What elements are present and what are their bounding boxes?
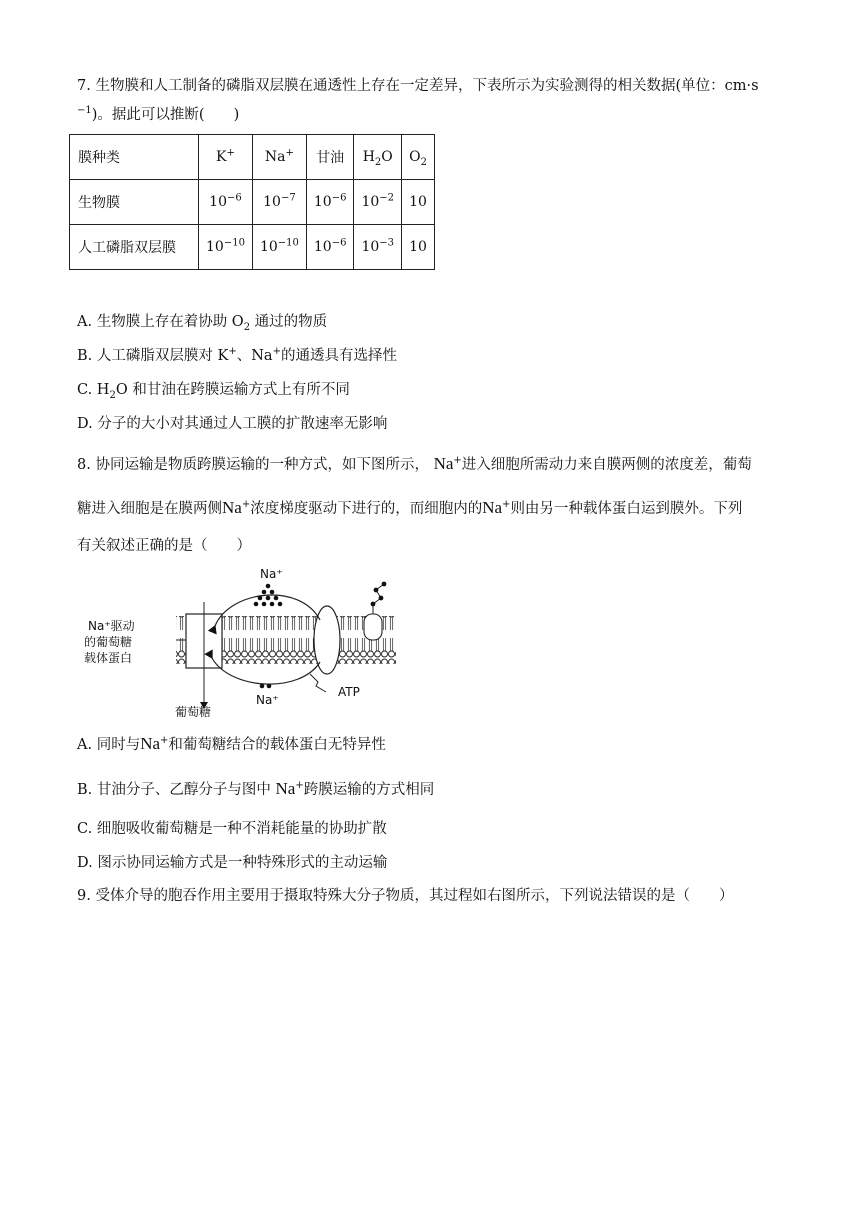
table-header-row [70, 135, 435, 180]
cell-o2: 10 [402, 180, 435, 225]
na-top-label: Na⁺ [260, 567, 283, 581]
cell-glycerol: $10^{-6}$ [306, 180, 354, 225]
membrane-protein-right [364, 614, 382, 640]
header-glycerol: 甘油 [306, 135, 354, 180]
carrier-label-line3: 载体蛋白 [84, 651, 133, 665]
carrier-label-line1: Na⁺驱动 [88, 619, 135, 633]
cell-k: $10^{-10}$ [199, 225, 253, 270]
cell-k: $10^{-6}$ [199, 180, 253, 225]
table-row [70, 180, 435, 225]
q7-stem-line1: 7. 生物膜和人工制备的磷脂双层膜在通透性上存在一定差异，下表所示为实验测得的相关数据(单位：cm·s [77, 78, 759, 94]
cell-h2o: $10^{-3}$ [354, 225, 402, 270]
header-na: Na+ [252, 135, 306, 180]
atp-pointer [310, 674, 326, 692]
cotransport-diagram [80, 562, 400, 722]
cell-na: $10^{-7}$ [252, 180, 306, 225]
row-name: 生物膜 [70, 180, 199, 225]
atp-label: ATP [338, 685, 360, 699]
q7-option-d: D. 分子的大小对其通过人工膜的扩散速率无影响 [77, 416, 388, 432]
cell-h2o: $10^{-2}$ [354, 180, 402, 225]
q9-stem-line1: 9. 受体介导的胞吞作用主要用于摄取特殊大分子物质，其过程如右图所示，下列说法错误的是（ ） [77, 888, 734, 904]
q8-stem-line3: 有关叙述正确的是（ ） [77, 538, 251, 554]
q8-option-b: B. 甘油分子、乙醇分子与图中 Na+跨膜运输的方式相同 [77, 779, 435, 798]
cell-na: $10^{-10}$ [252, 225, 306, 270]
header-h2o: $H_2O$ [354, 135, 402, 180]
cell-glycerol: $10^{-6}$ [306, 225, 354, 270]
header-o2: $O_2$ [402, 135, 435, 180]
chain-bead [382, 582, 387, 587]
q7-option-a: A. 生物膜上存在着协助 $O_2$ 通过的物质 [77, 314, 328, 333]
chain-bead [374, 588, 379, 593]
q8-option-c: C. 细胞吸收葡萄糖是一种不消耗能量的协助扩散 [77, 821, 387, 837]
row-name: 人工磷脂双层膜 [70, 225, 199, 270]
q7-option-b: B. 人工磷脂双层膜对 K+、Na+的通透具有选择性 [77, 346, 397, 364]
glucose-label: 葡萄糖 [175, 705, 212, 719]
q8-stem-line2: 糖进入细胞是在膜两侧Na+浓度梯度驱动下进行的，而细胞内的Na+则由另一种载体蛋白运到膜外。下列 [77, 498, 743, 517]
q8-option-a: A. 同时与Na+和葡萄糖结合的载体蛋白无特异性 [77, 734, 386, 753]
carrier-label-line2: 的葡萄糖 [84, 635, 133, 649]
na-bottom-label: Na⁺ [256, 693, 279, 707]
permeability-table [69, 134, 435, 270]
cell-o2: 10 [402, 225, 435, 270]
header-k: K+ [199, 135, 253, 180]
header-membrane-type: 膜种类 [70, 135, 199, 180]
q8-option-d: D. 图示协同运输方式是一种特殊形式的主动运输 [77, 855, 388, 871]
chain-bead [379, 596, 384, 601]
chain-bead [371, 602, 376, 607]
q7-stem-line2: $^{-1}$)。据此可以推断( ) [77, 105, 240, 123]
q8-stem-line1: 8. 协同运输是物质跨膜运输的一种方式，如下图所示， Na+进入细胞所需动力来自膜两侧的浓度差，葡萄 [77, 454, 752, 473]
table-row [70, 225, 435, 270]
q7-option-c: C. $H_2O$ 和甘油在跨膜运输方式上有所不同 [77, 382, 350, 401]
